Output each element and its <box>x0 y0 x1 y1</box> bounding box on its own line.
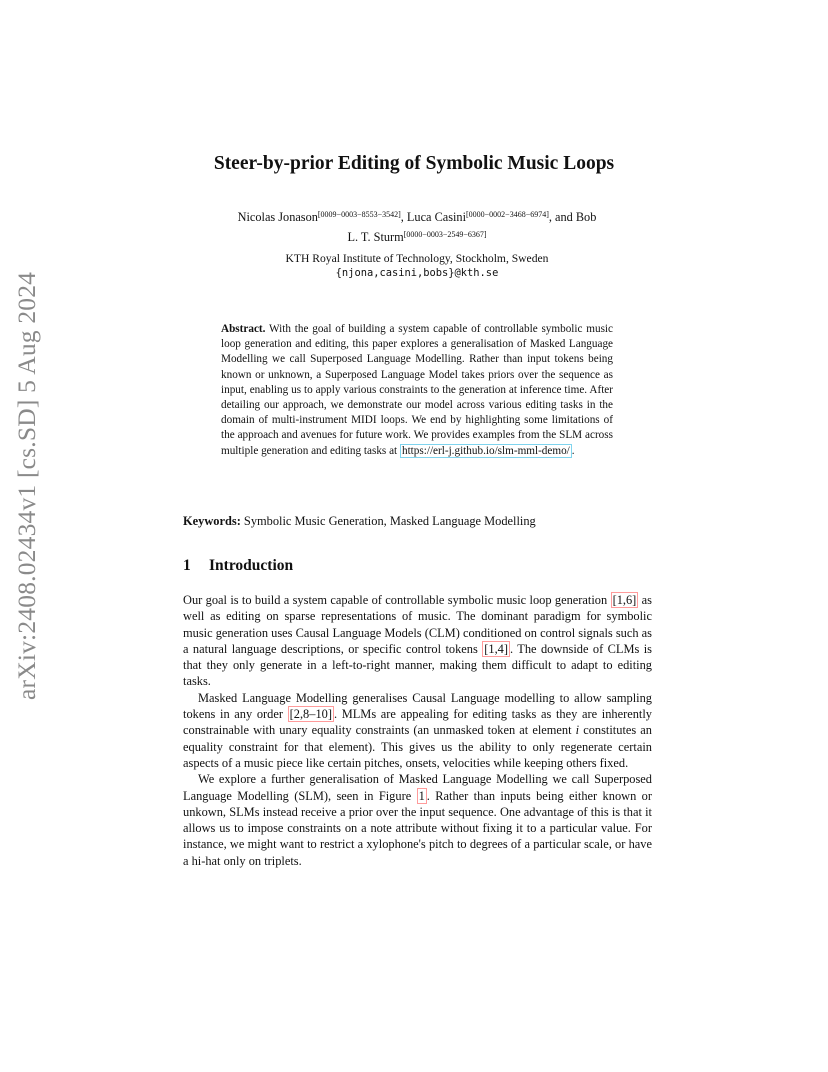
author-emails: {njona,casini,bobs}@kth.se <box>335 267 499 279</box>
paragraph-text: as well as editing on sparse representations of music. The dominant paradigm for symbolic music generation uses Causal Language Models (CLM) conditioned on control signals such as a natural language descriptions, or specific control tokens <box>183 593 652 656</box>
paper-title: Steer-by-prior Editing of Symbolic Music Loops <box>213 153 615 174</box>
section-number: 1 <box>183 557 191 574</box>
abstract-label: Abstract. <box>221 323 266 335</box>
citation-link[interactable]: [1,4] <box>484 641 508 656</box>
figure-reference-link[interactable]: 1 <box>418 788 425 803</box>
citation-link[interactable]: [2,8–10] <box>289 707 332 722</box>
paragraph <box>183 592 652 690</box>
arxiv-identifier-stamp: arXiv:2408.02434v1 [cs.SD] 5 Aug 2024 <box>12 271 41 700</box>
introduction-body <box>183 592 652 869</box>
author-separator: , and Bob <box>548 210 597 224</box>
paragraph-text: . The downside of CLMs is that they only generate in a left-to-right manner, making them difficult to adapt to editing tasks. <box>183 641 652 689</box>
orcid-id: [0000−0003−2549−6367] <box>403 230 487 239</box>
author-list <box>183 206 651 246</box>
paragraph-text: . MLMs are appealing for editing tasks as they are inherently constrainable with unary equality constraints (an unmasked token at element <box>183 707 652 738</box>
orcid-id: [0000−0002−3468−6974] <box>466 210 549 219</box>
paragraph <box>183 771 652 869</box>
paragraph-text: . Rather than inputs being either known or unkown, SLMs instead receive a prior over the input sequence. One advantage of this is that it allows us to impose constraints on a note attribute without fixing it to a particular value. For instance, we might want to restrict a xylophone's pitch to degrees of a particular scale, or have a hi-hat only on triplets. <box>183 788 652 868</box>
paragraph-text: Masked Language Modelling generalises Causal Language modelling to allow sampling tokens in any order <box>183 690 652 722</box>
paragraph-text: Our goal is to build a system capable of controllable symbolic music loop generation <box>183 593 611 607</box>
author-name: L. T. Sturm <box>347 230 404 244</box>
math-variable: i <box>575 723 580 738</box>
paragraph-text: We explore a further generalisation of Masked Language Modelling we call Superposed Language Modelling (SLM), seen in Figure <box>183 772 652 803</box>
abstract <box>221 322 613 459</box>
abstract-text: With the goal of building a system capable of controllable symbolic music loop generation and editing, this paper explores a generalisation of Masked Language Modelling we call Superposed Language Modelling. Rather than input tokens being known or unknown, a Superposed Language Model takes priors over the sequence as input, enabling us to apply various constraints to the generation at inference time. After detailing our approach, we demonstrate our model across various editing tasks in the domain of multi-instrument MIDI loops. We end by highlighting some limitations of the approach and avenues for future work. We provides examples from the SLM across multiple generation and editing tasks at <box>221 323 613 457</box>
abstract-end: . <box>571 444 575 457</box>
demo-link[interactable]: https://erl-j.github.io/slm-mml-demo/ <box>401 444 570 457</box>
institution: KTH Royal Institute of Technology, Stockholm, Sweden <box>285 252 549 265</box>
section-title: Introduction <box>209 557 294 574</box>
keywords <box>183 514 653 529</box>
keywords-label: Keywords: <box>183 514 241 528</box>
paragraph-text: constitutes an equality constraint for that element). This gives us the ability to only regenerate certain aspects of a music piece like certain pitches, onsets, velocities while keeping others fixed. <box>183 723 653 770</box>
citation-link[interactable]: [1,6] <box>612 593 637 607</box>
section-heading-introduction <box>183 557 293 575</box>
orcid-id: [0009−0003−8553−3542] <box>317 210 401 219</box>
author-separator: , Luca Casini <box>400 210 466 224</box>
paragraph <box>183 690 652 771</box>
author-name: Nicolas Jonason <box>237 210 318 224</box>
affiliation <box>183 251 651 281</box>
keywords-text: Symbolic Music Generation, Masked Language Modelling <box>240 514 536 528</box>
